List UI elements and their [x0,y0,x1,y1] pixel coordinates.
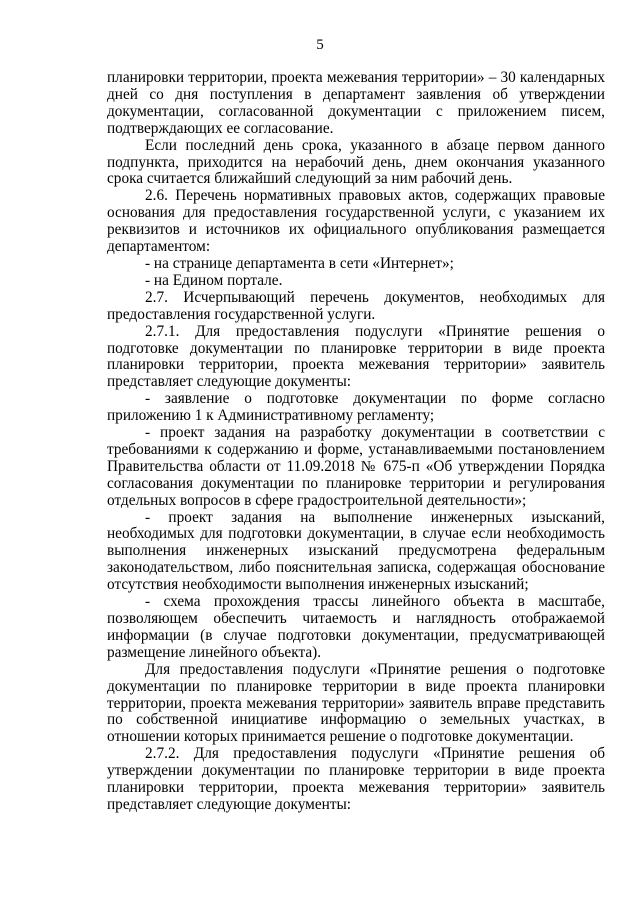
paragraph: 2.7.1. Для предоставления подуслуги «Принятие решения о подготовке документации по планировке территории в виде проекта планировки территории, проекта межевания территории» заявитель представляет следующие документы: [107,322,605,391]
paragraph: - проект задания на выполнение инженерных изысканий, необходимых для подготовки документации, в случае если необходимость выполнения инженерных изысканий предусмотрена федеральным законодательством, либо пояснительная записка, содержащая обоснование отсутствия необходимости выполнения инженерных изысканий; [107,508,605,594]
paragraph: 2.6. Перечень нормативных правовых актов, содержащих правовые основания для предоставления государственной услуги, с указанием их реквизитов и источников их официального опубликования размещается департаментом: [107,187,605,256]
paragraph: планировки территории, проекта межевания территории» – 30 календарных дней со дня поступления в департамент заявления об утверждении документации, согласованной документации с приложением писем, подтверждающих ее согласование. [107,69,605,137]
paragraph: - на странице департамента в сети «Интернет»; [145,254,454,272]
paragraph: 2.7.2. Для предоставления подуслуги «Принятие решения об утверждении документации по планировке территории в виде проекта планировки территории, проекта межевания территории» заявитель представляет следующие документы: [107,745,605,813]
paragraph: 2.7. Исчерпывающий перечень документов, необходимых для предоставления государственной услуги. [107,288,605,323]
page-number: 5 [316,37,324,53]
paragraph: - схема прохождения трассы линейного объекта в масштабе, позволяющем обеспечить читаемость и наглядность отображаемой информации (в случае подготовки документации, предусматривающей размещение линейного объекта). [107,593,605,661]
paragraph: Если последний день срока, указанного в абзаце первом данного подпункта, приходится на нерабочий день, днем окончания указанного срока считается ближайший следующий за ним рабочий день. [107,136,605,188]
paragraph: - заявление о подготовке документации по форме согласно приложению 1 к Административному регламенту; [107,390,605,425]
paragraph: - на Едином портале. [145,271,283,289]
paragraph: - проект задания на разработку документации в соответствии с требованиями к содержанию и форме, устанавливаемыми постановлением Правительства области от 11.09.2018 № 675-п «Об утверждении Порядка согласования документации по планировке территории и регулирования отдельных вопросов в сфере градостроительной деятельности»; [107,424,605,509]
paragraph: Для предоставления подуслуги «Принятие решения о подготовке документации по планировке территории в виде проекта планировки территории, проекта межевания территории» заявитель вправе представить по собственной инициативе информацию о земельных участках, в отношении которых принимается решение о подготовке документации. [107,660,605,746]
document-body [107,70,605,814]
